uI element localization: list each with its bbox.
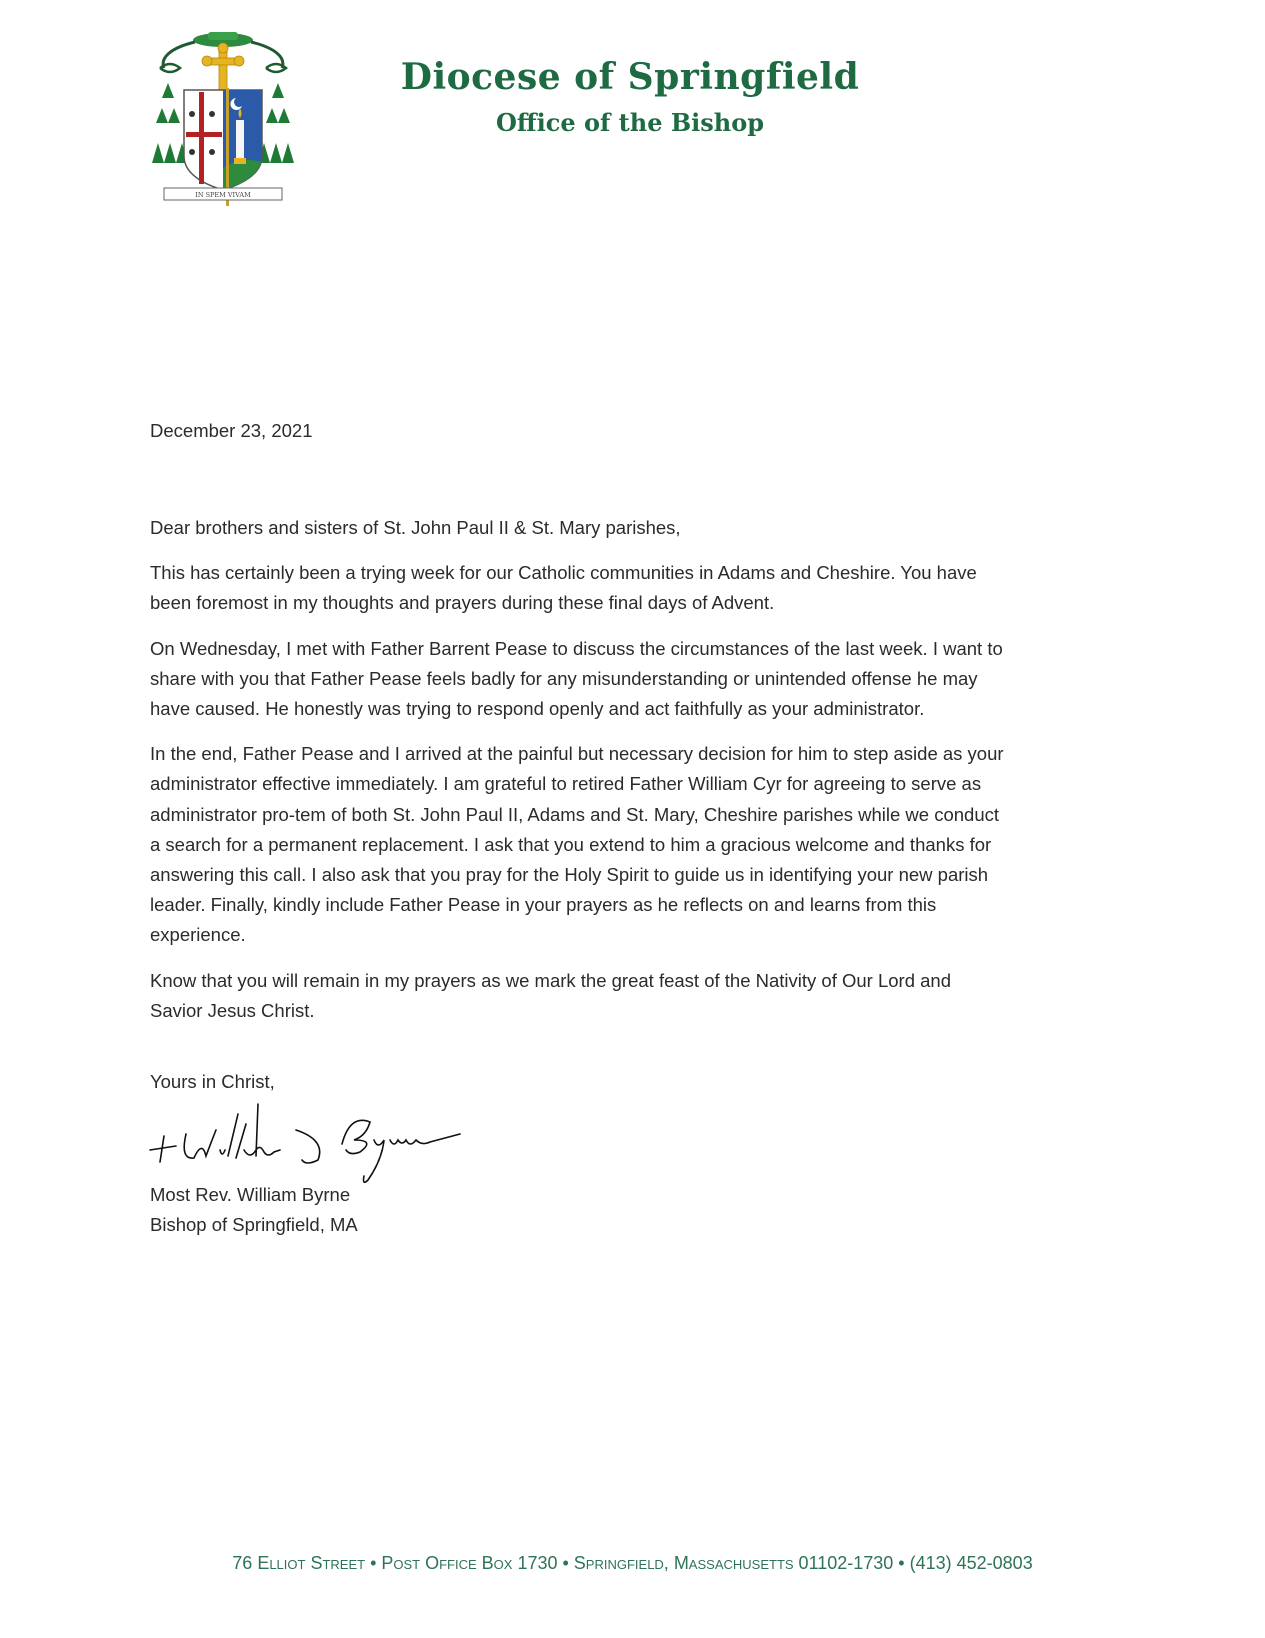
closing: Yours in Christ, — [150, 1071, 275, 1092]
signer-title: Bishop of Springfield, MA — [150, 1214, 358, 1235]
paragraph — [150, 739, 1150, 950]
text-line: have caused. He honestly was trying to respond openly and act faithfully as your administrator. — [150, 698, 925, 720]
text-line: Know that you will remain in my prayers as we mark the great feast of the Nativity of Our Lord and — [150, 969, 951, 991]
signer-block — [150, 1180, 358, 1240]
text-line: answering this call. I also ask that you pray for the Holy Spirit to guide us in identifying your new parish — [150, 864, 989, 886]
text-line: administrator pro-tem of both St. John Paul II, Adams and St. Mary, Cheshire parishes while we conduct — [150, 803, 1000, 825]
text-line: Savior Jesus Christ. — [150, 999, 315, 1021]
coat-of-arms-seal — [150, 28, 296, 208]
text-line: leader. Finally, kindly include Father Pease in your prayers as he reflects on and learns from this — [150, 894, 937, 916]
svg-text:IN SPEM VIVAM: IN SPEM VIVAM — [195, 191, 251, 199]
handwritten-signature — [146, 1100, 496, 1190]
salutation — [150, 513, 1150, 543]
text-line: In the end, Father Pease and I arrived at the painful but necessary decision for him to step aside as your — [150, 743, 1004, 765]
letter-date: December 23, 2021 — [150, 420, 313, 441]
letterhead-subtitle: Office of the Bishop — [496, 108, 764, 137]
paragraph — [150, 634, 1150, 725]
signer-name: Most Rev. William Byrne — [150, 1184, 351, 1205]
letterhead-title: Diocese of Springfield — [400, 56, 860, 98]
text-line: administrator effective immediately. I am grateful to retired Father William Cyr for agreeing to serve as — [150, 773, 982, 795]
text-line: experience. — [150, 924, 246, 946]
text-line: been foremost in my thoughts and prayers during these final days of Advent. — [150, 592, 775, 614]
paragraph — [150, 558, 1150, 618]
letter-body — [150, 513, 1150, 1041]
text-line: On Wednesday, I met with Father Barrent Pease to discuss the circumstances of the last week. I want to — [150, 637, 1003, 659]
paragraph — [150, 966, 1150, 1026]
text-line: This has certainly been a trying week for our Catholic communities in Adams and Cheshire. You have — [150, 562, 977, 584]
footer-address: 76 Elliot Street • Post Office Box 1730 • Springfield, Massachusetts 01102-1730 • (413) 452-0803 — [232, 1553, 1033, 1573]
text-line: a search for a permanent replacement. I ask that you extend to him a gracious welcome and thanks for — [150, 833, 992, 855]
text-line: Dear brothers and sisters of St. John Paul II & St. Mary parishes, — [150, 517, 681, 538]
text-line: share with you that Father Pease feels badly for any misunderstanding or unintended offense he may — [150, 667, 978, 689]
